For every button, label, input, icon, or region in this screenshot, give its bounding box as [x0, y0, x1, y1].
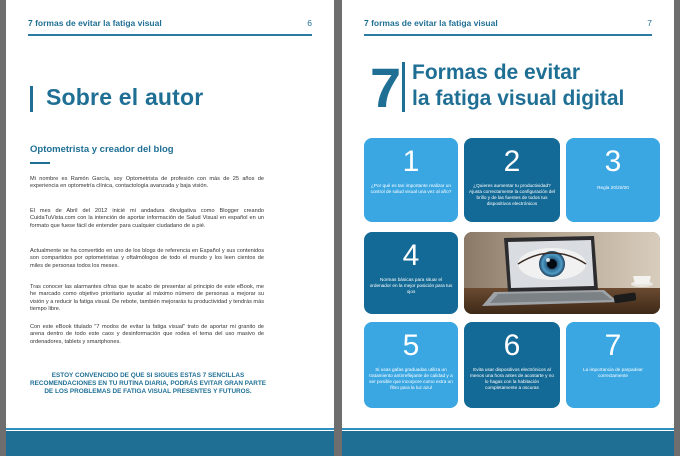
tip-number: 6: [503, 329, 521, 362]
header-rule: [364, 34, 652, 36]
tip-text: Evita usar dispositivos electrónicos al menos una hora antes de acostarte y no lo hagas con la habitación completamente a oscuras: [470, 367, 554, 390]
footer-band: [6, 431, 334, 456]
paragraph-2: El mes de Abril del 2012 inicié mi andadura divulgativa como Blogger creando CuidaTuVista.com con la intención de aportar información de Salud Visual en español en un formato que fuese fácil de entender para cualquier ciudadano de a pié.: [30, 208, 264, 229]
tip-tile-1: [364, 138, 458, 222]
tip-number: 4: [402, 239, 420, 272]
paragraph-1: Mi nombre es Ramón García, soy Optometrista de profesión con más de 25 años de experiencia en optometría clínica, contactología avanzada y baja visión.: [30, 176, 264, 190]
eye-on-laptop-photo: [464, 232, 660, 314]
heading-accent-bar: [30, 86, 33, 112]
title-number: 7: [370, 56, 402, 119]
page-number: 7: [647, 18, 652, 28]
running-header: [364, 18, 652, 32]
tip-tile-5: [364, 322, 458, 408]
tip-text: ¿Por qué es tan importante realizar un control de salud visual una vez al año?: [370, 183, 452, 194]
title-accent-bar: [402, 62, 405, 112]
paragraph-4: Tras conocer las alarmantes cifras que te acabo de presentar al principio de este eBook, me he marcado como objetivo prioritario ayudar al máximo número de personas a mejorar su visión y a reducir la fatiga visual. De rebote, también mejorarás tu productividad y tendrás más tiempo libre.: [30, 284, 264, 312]
tip-text: Regla 20/20/20: [597, 185, 629, 190]
title-line-1: Formas de evitar: [412, 61, 581, 84]
tip-tile-7: [566, 322, 660, 408]
tip-tile-4: [364, 232, 458, 314]
tip-number: 5: [402, 329, 420, 362]
tip-text: Si usas gafas graduadas utiliza un tratamiento antirreflejante de calidad y a ser posible que incorpore como extra un filtro para la luz azul: [369, 367, 453, 390]
photo-illustration: [464, 232, 660, 314]
running-title: 7 formas de evitar la fatiga visual: [28, 18, 162, 28]
tip-text: Normas básicas para situar el ordenador en la mejor posición para tus ojos: [369, 277, 453, 294]
tip-number: 7: [604, 329, 622, 362]
paragraph-5: Con este eBook titulado "7 modos de evitar la fatiga visual" trato de aportar mi granito de arena dentro de todo este caos y desinformación que rodea el tema del uso masivo de ordenadores, tablets y smartphones.: [30, 324, 264, 345]
page-title: Sobre el autor: [46, 84, 204, 110]
right-page: [342, 0, 674, 456]
footer-band: [342, 431, 674, 456]
tip-text: La importancia de parpadear correctamente: [583, 367, 643, 378]
tip-tile-2: [464, 138, 560, 222]
tip-text: ¿Quieres aumentar tu productividad? Ajusta correctamente la configuración del brillo y de las fuentes de todos tus dispositivos electrónicos: [469, 183, 555, 206]
tip-tile-3: [566, 138, 660, 222]
tip-tile-6: [464, 322, 560, 408]
paragraph-3: Actualmente se ha convertido en uno de los blogs de referencia en Español y sus contenidos son compartidos por optometristas y oftalmólogos de todo el mundo y los leen cientos de miles de personas todos los meses.: [30, 248, 264, 269]
title-line-2: la fatiga visual digital: [412, 87, 625, 110]
subheading-rule: [30, 162, 50, 164]
tip-number: 2: [503, 145, 521, 178]
header-rule: [28, 34, 312, 36]
subheading: Optometrista y creador del blog: [30, 144, 174, 155]
running-header: [28, 18, 312, 32]
page-number: 6: [307, 18, 312, 28]
callout-text: ESTOY CONVENCIDO DE QUE SI SIGUES ESTAS 7 SENCILLAS RECOMENDACIONES EN TU RUTINA DIARIA, PODRÁS EVITAR GRAN PARTE DE LOS PROBLEMAS DE FATIGA VISUAL PRESENTES Y FUTUROS.: [30, 372, 266, 395]
running-title: 7 formas de evitar la fatiga visual: [364, 18, 498, 28]
left-page: [6, 0, 334, 456]
tip-number: 3: [604, 145, 622, 178]
tip-number: 1: [402, 145, 420, 178]
